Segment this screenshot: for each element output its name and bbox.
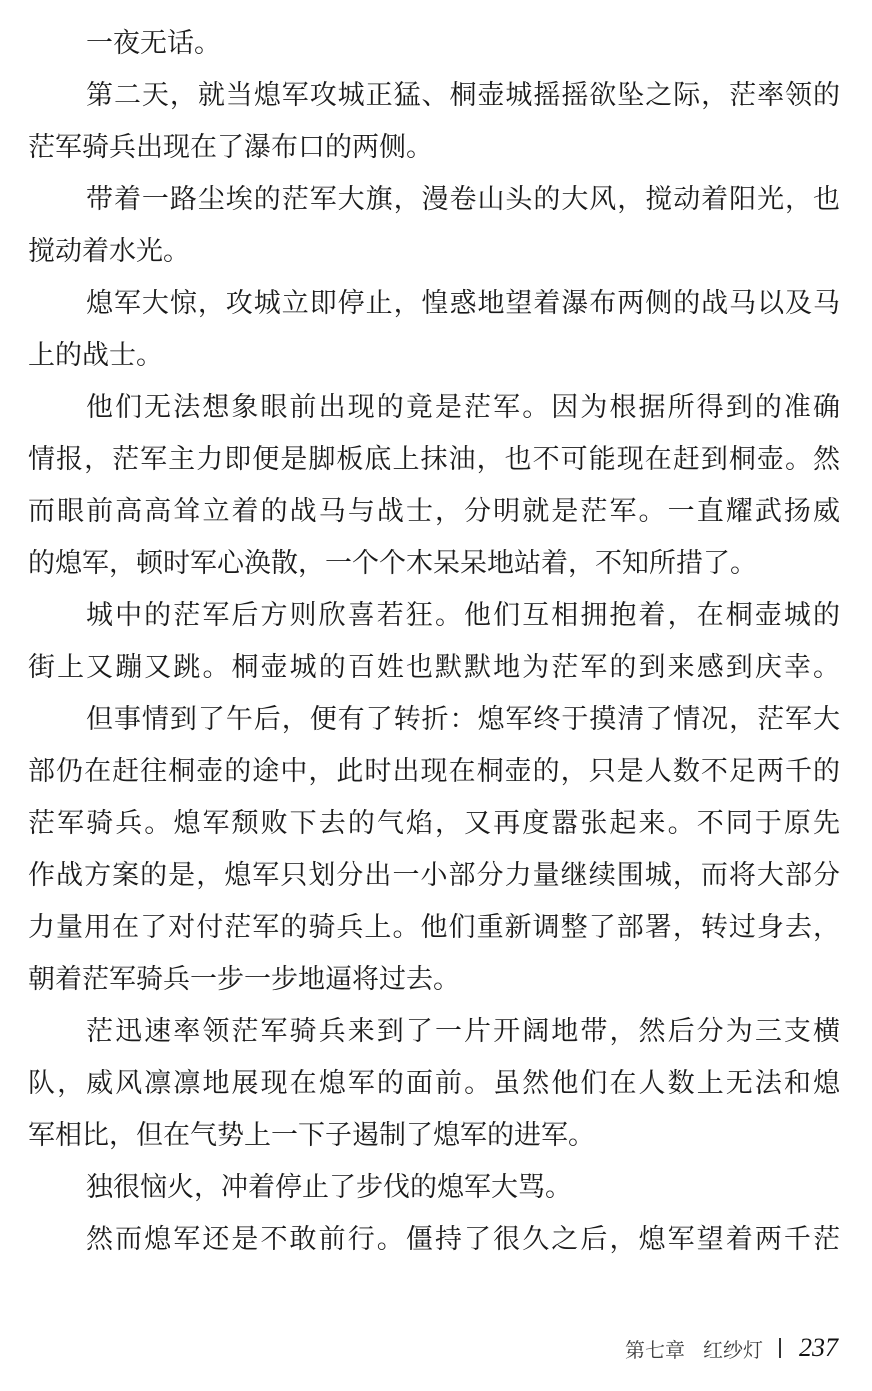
paragraph-line: 一夜无话。 xyxy=(86,28,221,59)
paragraph-line: 带着一路尘埃的茫军大旗，漫卷山头的大风，搅动着阳光，也 xyxy=(86,184,840,215)
paragraph-line: 熄军大惊，攻城立即停止，惶惑地望着瀑布两侧的战马以及马 xyxy=(86,288,840,319)
paragraph-line: 搅动着水光。 xyxy=(28,236,190,267)
paragraph-line: 茫迅速率领茫军骑兵来到了一片开阔地带，然后分为三支横 xyxy=(86,1016,840,1047)
paragraph-line: 第二天，就当熄军攻城正猛、桐壶城摇摇欲坠之际，茫率领的 xyxy=(86,80,840,111)
chapter-title: 红纱灯 xyxy=(703,1337,763,1362)
paragraph-line: 城中的茫军后方则欣喜若狂。他们互相拥抱着，在桐壶城的 xyxy=(86,600,840,631)
paragraph-line: 的熄军，顿时军心涣散，一个个木呆呆地站着，不知所措了。 xyxy=(28,548,757,579)
chapter-label: 第七章 xyxy=(625,1337,685,1362)
paragraph-line: 情报，茫军主力即便是脚板底上抹油，也不可能现在赶到桐壶。然 xyxy=(28,444,840,475)
paragraph-line: 朝着茫军骑兵一步一步地逼将过去。 xyxy=(28,964,460,995)
paragraph-line: 军相比，但在气势上一下子遏制了熄军的进军。 xyxy=(28,1120,595,1151)
paragraph-line: 街上又蹦又跳。桐壶城的百姓也默默地为茫军的到来感到庆幸。 xyxy=(28,652,840,683)
paragraph-line: 茫军骑兵出现在了瀑布口的两侧。 xyxy=(28,132,433,163)
paragraph-line: 然而熄军还是不敢前行。僵持了很久之后，熄军望着两千茫 xyxy=(86,1224,840,1255)
paragraph-line: 上的战士。 xyxy=(28,340,163,371)
paragraph-line: 而眼前高高耸立着的战马与战士，分明就是茫军。一直耀武扬威 xyxy=(28,496,840,527)
paragraph-line: 队，威风凛凛地展现在熄军的面前。虽然他们在人数上无法和熄 xyxy=(28,1068,840,1099)
paragraph-line: 但事情到了午后，便有了转折：熄军终于摸清了情况，茫军大 xyxy=(86,704,840,735)
footer-divider xyxy=(779,1338,781,1358)
paragraph-line: 部仍在赶往桐壶的途中，此时出现在桐壶的，只是人数不足两千的 xyxy=(28,756,840,787)
page-footer xyxy=(625,1328,838,1368)
paragraph-line: 作战方案的是，熄军只划分出一小部分力量继续围城，而将大部分 xyxy=(28,860,840,891)
paragraph-line: 他们无法想象眼前出现的竟是茫军。因为根据所得到的准确 xyxy=(86,392,840,423)
book-page-body xyxy=(28,22,840,1270)
page-number: 237 xyxy=(799,1333,838,1362)
paragraph-line: 茫军骑兵。熄军颓败下去的气焰，又再度嚣张起来。不同于原先 xyxy=(28,808,840,839)
paragraph-line: 独很恼火，冲着停止了步伐的熄军大骂。 xyxy=(86,1172,572,1203)
paragraph-line: 力量用在了对付茫军的骑兵上。他们重新调整了部署，转过身去， xyxy=(28,912,840,943)
